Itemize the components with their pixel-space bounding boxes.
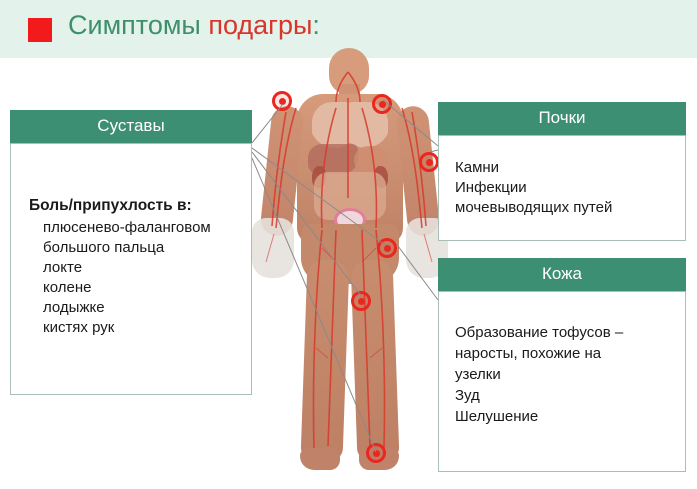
list-item: кистях рук bbox=[43, 319, 115, 336]
list-item: мочевыводящих путей bbox=[455, 199, 613, 216]
page-title bbox=[68, 10, 320, 41]
list-item: Инфекции bbox=[455, 179, 527, 196]
joints-lead-text: Боль/припухлость в: bbox=[29, 197, 192, 214]
panel-title-skin: Кожа bbox=[542, 264, 582, 283]
list-item: Шелушение bbox=[455, 408, 539, 425]
joints-list bbox=[29, 218, 251, 338]
page-title-highlight: подагры bbox=[208, 10, 313, 40]
panel-header-joints bbox=[10, 110, 252, 143]
page-title-suffix: : bbox=[312, 10, 320, 40]
list-item: Камни bbox=[455, 159, 500, 176]
list-item: наросты, похожие на bbox=[455, 345, 602, 362]
list-item: узелки bbox=[455, 366, 501, 383]
list-item: колене bbox=[43, 279, 92, 296]
list-item: Зуд bbox=[455, 387, 480, 404]
panel-title-kidneys: Почки bbox=[538, 108, 586, 127]
marker-right-elbow bbox=[372, 94, 392, 114]
page-title-prefix: Симптомы bbox=[68, 10, 209, 40]
panel-body-skin bbox=[438, 291, 686, 472]
list-item: Образование тофусов – bbox=[455, 324, 624, 341]
marker-left-elbow bbox=[272, 91, 292, 111]
panel-header-skin bbox=[438, 258, 686, 291]
list-item: локте bbox=[43, 259, 83, 276]
panel-body-kidneys bbox=[438, 135, 686, 241]
panel-body-joints bbox=[10, 143, 252, 395]
panel-title-joints: Суставы bbox=[97, 116, 165, 135]
list-item: плюсенево-фаланговом bbox=[43, 219, 211, 236]
marker-left-foot bbox=[366, 443, 386, 463]
marker-left-knee bbox=[351, 291, 371, 311]
marker-right-wrist bbox=[419, 152, 439, 172]
marker-right-knee-upper bbox=[377, 238, 397, 258]
red-square-bullet-icon bbox=[28, 18, 52, 42]
list-item: лодыжке bbox=[43, 299, 105, 316]
panel-header-kidneys bbox=[438, 102, 686, 135]
list-item: большого пальца bbox=[43, 239, 165, 256]
